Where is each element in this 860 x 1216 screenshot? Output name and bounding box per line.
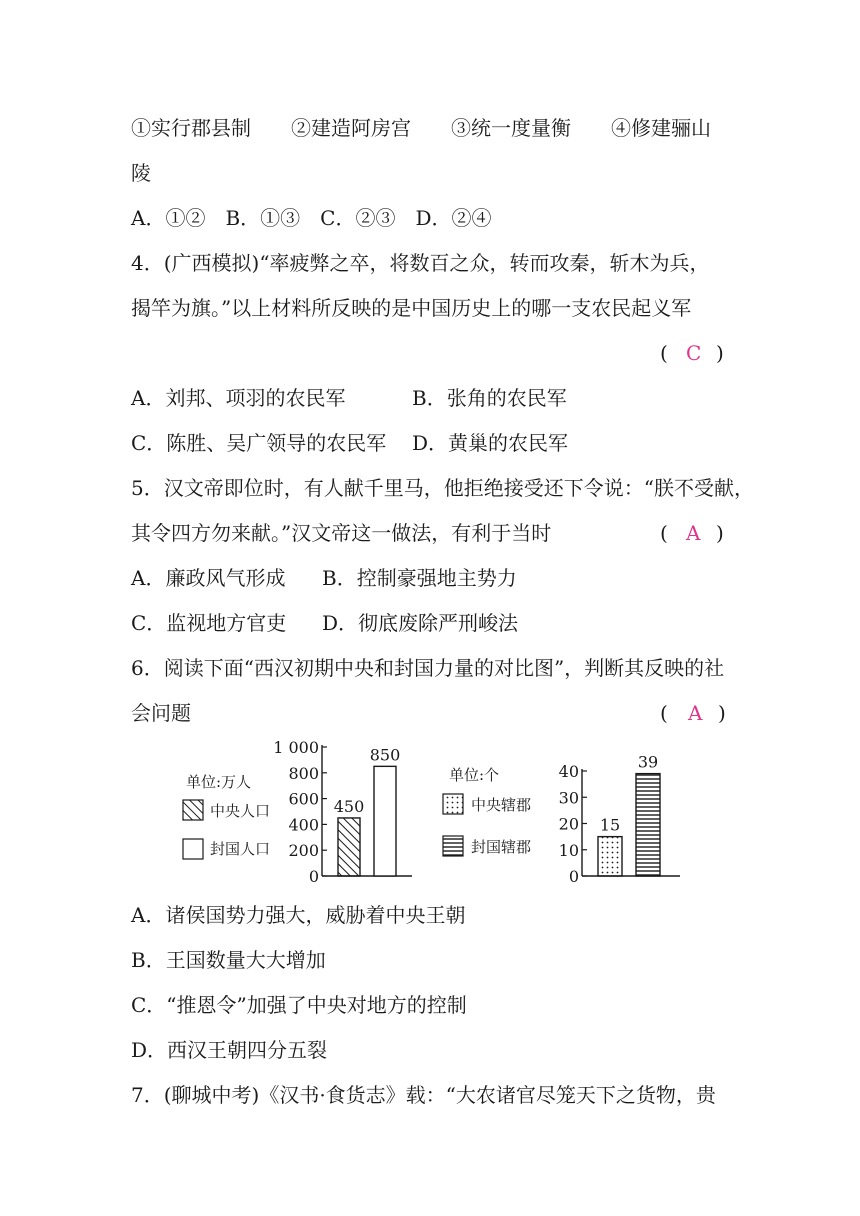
open-paren: ( xyxy=(660,521,668,545)
q6-answer: A xyxy=(688,701,703,725)
chart2-y-tick-label: 0 xyxy=(568,867,579,886)
q5-choice-b: B．控制豪强地主势力 xyxy=(322,566,517,590)
q4-choice-d: D．黄巢的农民军 xyxy=(412,431,569,455)
open-paren: ( xyxy=(660,341,668,365)
q7-stem-line1: 7．(聊城中考)《汉书·食货志》载：“大农诸官尽笼天下之货物，贵 xyxy=(131,1083,716,1107)
chart2-y-tick-label: 10 xyxy=(558,840,579,860)
q4-answer: C xyxy=(686,341,702,365)
q5-answer: A xyxy=(686,521,701,545)
open-paren: ( xyxy=(660,701,668,725)
comparison-charts xyxy=(0,730,860,890)
close-paren: ) xyxy=(718,701,726,725)
chart2-unit-label: 单位:个 xyxy=(449,766,500,784)
q6-stem-line1: 6．阅读下面“西汉初期中央和封国力量的对比图”，判断其反映的社 xyxy=(131,656,725,680)
q3-choices: A．①② B．①③ C．②③ D．②④ xyxy=(131,206,492,230)
q6-choice-d: D．西汉王朝四分五裂 xyxy=(131,1038,328,1062)
q5-stem-line1: 5．汉文帝即位时，有人献千里马，他拒绝接受还下令说：“朕不受献， xyxy=(131,476,754,500)
q3-options-line1: ①实行郡县制 ②建造阿房宫 ③统一度量衡 ④修建骊山 xyxy=(131,116,711,140)
chart1-bar xyxy=(338,818,360,876)
q6-choice-a: A．诸侯国势力强大，威胁着中央王朝 xyxy=(131,903,466,927)
chart2-legend-fief: 封国辖郡 xyxy=(471,838,532,856)
q4-choice-a: A．刘邦、项羽的农民军 xyxy=(131,386,346,410)
q5-stem-line2: 其令四方勿来献。”汉文帝这一做法，有利于当时 xyxy=(131,521,552,545)
chart2-y-tick-label: 20 xyxy=(558,814,579,834)
close-paren: ) xyxy=(716,341,724,365)
close-paren: ) xyxy=(716,521,724,545)
chart2-plot xyxy=(559,753,680,886)
chart2-data-label: 15 xyxy=(599,815,621,835)
chart2-legend-swatch-fief xyxy=(443,836,463,856)
chart1-plot xyxy=(273,738,412,886)
q6-choice-b: B．王国数量大大增加 xyxy=(131,948,326,972)
chart1-legend-swatch-central xyxy=(183,800,203,820)
chart1-legend-swatch-fief xyxy=(183,839,203,859)
chart1-y-tick-label: 800 xyxy=(288,763,319,783)
chart1-legend-fief: 封国人口 xyxy=(210,840,271,858)
chart1-bar xyxy=(374,766,396,876)
chart1-y-tick-label: 400 xyxy=(288,815,319,835)
q6-stem-line2: 会问题 xyxy=(131,701,191,725)
q3-options-line2: 陵 xyxy=(131,161,151,185)
chart1-data-label: 850 xyxy=(369,745,401,765)
q4-choice-c: C．陈胜、吴广领导的农民军 xyxy=(131,431,387,455)
q5-choice-a: A．廉政风气形成 xyxy=(131,566,286,590)
chart2-legend-central: 中央辖郡 xyxy=(471,796,532,814)
q4-choice-b: B．张角的农民军 xyxy=(412,386,567,410)
chart1-y-tick-label: 0 xyxy=(308,867,319,886)
chart2-y-tick-label: 30 xyxy=(558,788,579,808)
chart2-bar xyxy=(598,837,622,876)
chart2-bar xyxy=(636,774,660,876)
chart2-legend-swatch-central xyxy=(443,794,463,814)
q4-stem-line1: 4．(广西模拟)“率疲弊之卒，将数百之众，转而攻秦，斩木为兵， xyxy=(131,251,710,275)
q5-choice-c: C．监视地方官吏 xyxy=(131,611,287,635)
q5-choice-d: D．彻底废除严刑峻法 xyxy=(322,611,519,635)
chart2-data-label: 39 xyxy=(637,752,659,772)
chart1-legend-central: 中央人口 xyxy=(210,802,271,820)
chart1-y-tick-label: 600 xyxy=(288,789,319,809)
chart1-y-tick-label: 1 000 xyxy=(273,738,319,757)
chart1-y-tick-label: 200 xyxy=(288,841,319,861)
q4-stem-line2: 揭竿为旗。”以上材料所反映的是中国历史上的哪一支农民起义军 xyxy=(131,296,692,320)
chart1-unit-label: 单位:万人 xyxy=(186,773,252,791)
chart1-data-label: 450 xyxy=(333,796,365,816)
chart2-y-tick-label: 40 xyxy=(558,762,579,781)
q6-choice-c: C．“推恩令”加强了中央对地方的控制 xyxy=(131,993,467,1017)
